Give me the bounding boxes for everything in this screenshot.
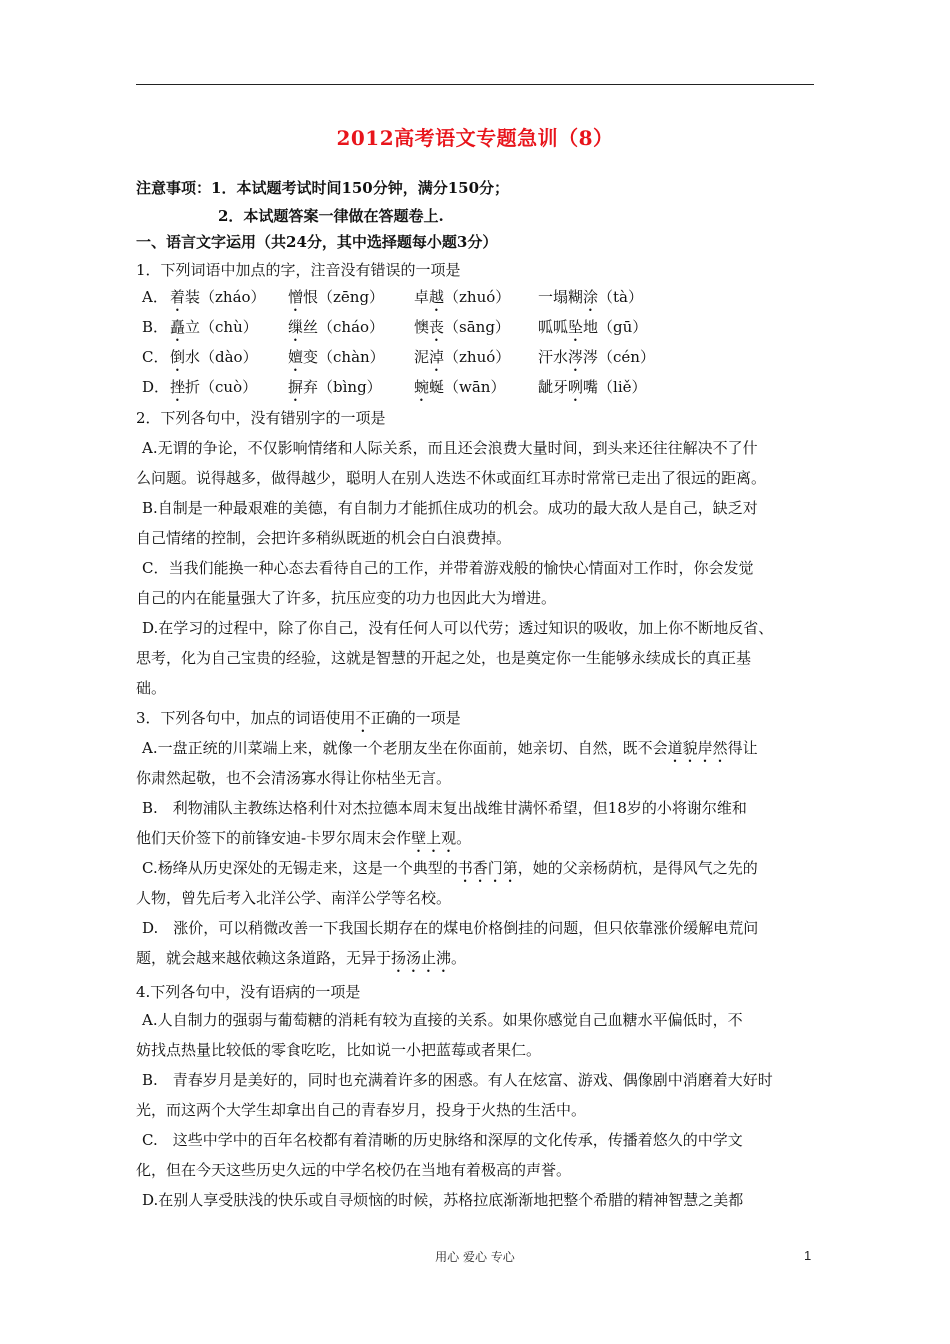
term: 矗立（chù） xyxy=(170,318,258,336)
option-label: A． xyxy=(142,288,168,306)
q2-text-line: D.在学习的过程中，除了你自己，没有任何人可以代劳；透过知识的吸收，加上你不断地反省、 xyxy=(142,619,774,637)
question-3-stem: 3．下列各句中，加点的词语使用不正确的一项是 xyxy=(136,709,461,727)
option-label: C． xyxy=(142,348,169,366)
q1-option-b xyxy=(142,317,822,337)
term: 着装（zháo） xyxy=(170,288,266,306)
q4-text-line: C. 这些中学中的百年名校都有着清晰的历史脉络和深厚的文化传承，传播着悠久的中学文 xyxy=(142,1131,743,1149)
notes-line-1: 注意事项：1．本试题考试时间150分钟，满分150分； xyxy=(136,179,510,197)
term: 挫折（cuò） xyxy=(170,378,258,396)
q4-text-line: B. 青春岁月是美好的，同时也充满着许多的困惑。有人在炫富、游戏、偶像剧中消磨着大好时 xyxy=(142,1071,773,1089)
q3-option-d-line: D. 涨价，可以稍微改善一下我国长期存在的煤电价格倒挂的问题，但只依靠涨价缓解电荒问 xyxy=(142,919,759,937)
notes-line-2: 2．本试题答案一律做在答题卷上. xyxy=(218,207,444,225)
term: 缫丝（cháo） xyxy=(288,318,385,336)
document-title: 2012高考语文专题急训（8） xyxy=(336,126,614,150)
term: 摒弃（bìng） xyxy=(288,378,382,396)
q3-option-b-line: 他们天价签下的前锋安迪-卡罗尔周末会作壁上观。 xyxy=(136,829,472,847)
q2-text-line: A.无谓的争论，不仅影响情绪和人际关系，而且还会浪费大量时间，到头来还往往解决不了什 xyxy=(142,439,758,457)
term: 呱呱坠地（gū） xyxy=(538,318,648,336)
q4-text-line: 光，而这两个大学生却拿出自己的青春岁月，投身于火热的生活中。 xyxy=(136,1101,587,1119)
q3-option-a-line: A.一盘正统的川菜端上来，就像一个老朋友坐在你面前，她亲切、自然，既不会道貌岸然得让 xyxy=(142,739,758,757)
q2-text-line: 自己情绪的控制，会把许多稍纵既逝的机会白白浪费掉。 xyxy=(136,529,512,547)
term: 蜿蜒（wān） xyxy=(414,378,506,396)
q1-option-a xyxy=(142,287,822,307)
term: 卓越（zhuó） xyxy=(414,288,511,306)
q4-text-line: 化，但在今天这些历史久远的中学名校仍在当地有着极高的声誉。 xyxy=(136,1161,572,1179)
term: 倒水（dào） xyxy=(170,348,258,366)
term: 泥淖（zhuó） xyxy=(414,348,511,366)
question-4-stem: 4.下列各句中，没有语病的一项是 xyxy=(136,983,361,1001)
q2-text-line: C．当我们能换一种心态去看待自己的工作，并带着游戏般的愉快心情面对工作时，你会发觉 xyxy=(142,559,754,577)
term: 汗水涔涔（cén） xyxy=(538,348,655,366)
header-rule xyxy=(136,84,814,85)
question-2-stem: 2．下列各句中，没有错别字的一项是 xyxy=(136,409,386,427)
term: 嬗变（chàn） xyxy=(288,348,385,366)
term: 一塌糊涂（tà） xyxy=(538,288,644,306)
q4-text-line: A.人自制力的强弱与葡萄糖的消耗有较为直接的关系。如果你感觉自己血糖水平偏低时，不 xyxy=(142,1011,743,1029)
q2-text-line: B.自制是一种最艰难的美德，有自制力才能抓住成功的机会。成功的最大敌人是自己，缺乏对 xyxy=(142,499,758,517)
q1-option-d xyxy=(142,377,822,397)
q2-text-line: 思考，化为自己宝贵的经验，这就是智慧的开起之处，也是奠定你一生能够永续成长的真正基 xyxy=(136,649,752,667)
q2-text-line: 么问题。说得越多，做得越少，聪明人在别人迭迭不休或面红耳赤时常常已走出了很远的距离。 xyxy=(136,469,767,487)
term: 憎恨（zēng） xyxy=(288,288,385,306)
term: 龇牙咧嘴（liě） xyxy=(538,378,647,396)
q3-option-c-line: C.杨绛从历史深处的无锡走来，这是一个典型的书香门第，她的父亲杨荫杭，是得风气之先的 xyxy=(142,859,758,877)
q3-option-c-line: 人物，曾先后考入北洋公学、南洋公学等名校。 xyxy=(136,889,452,907)
option-label: B． xyxy=(142,318,169,336)
q1-option-c xyxy=(142,347,822,367)
option-label: D． xyxy=(142,378,170,396)
page-number: 1 xyxy=(804,1248,812,1263)
section-heading: 一、语言文字运用（共24分，其中选择题每小题3分） xyxy=(136,233,498,251)
term: 懊丧（sāng） xyxy=(414,318,510,336)
question-1-stem: 1．下列词语中加点的字，注音没有错误的一项是 xyxy=(136,261,461,279)
q3-option-a-line: 你肃然起敬，也不会清汤寡水得让你枯坐无言。 xyxy=(136,769,452,787)
q3-option-b-line: B. 利物浦队主教练达格利什对杰拉德本周末复出战维甘满怀希望，但18岁的小将谢尔维和 xyxy=(142,799,747,817)
footer-text: 用心 爱心 专心 xyxy=(435,1250,515,1264)
q3-option-d-line: 题，就会越来越依赖这条道路，无异于扬汤止沸。 xyxy=(136,949,467,967)
q4-text-line: 妨找点热量比较低的零食吃吃，比如说一小把蓝莓或者果仁。 xyxy=(136,1041,542,1059)
q2-text-line: 自己的内在能量强大了许多，抗压应变的功力也因此大为增进。 xyxy=(136,589,557,607)
q2-text-line: 础。 xyxy=(136,679,167,697)
q4-text-line: D.在别人享受肤浅的快乐或自寻烦恼的时候，苏格拉底渐渐地把整个希腊的精神智慧之美都 xyxy=(142,1191,744,1209)
